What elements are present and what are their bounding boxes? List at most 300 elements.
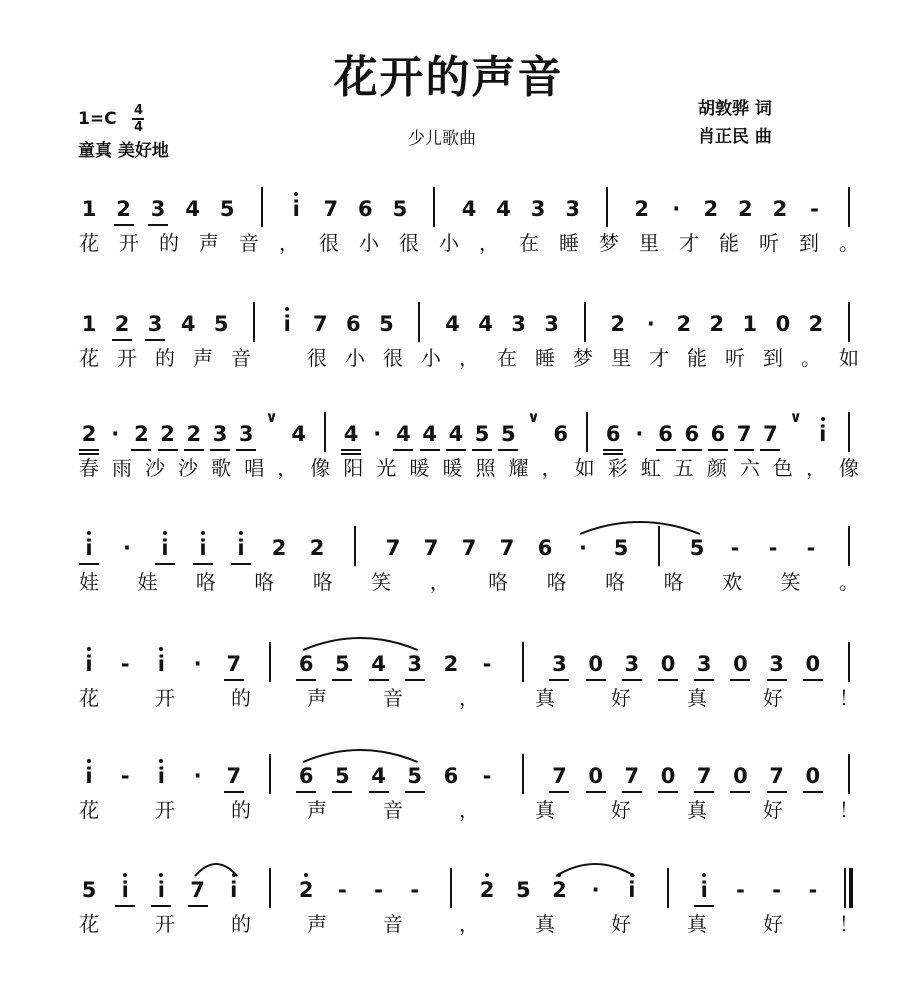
time-sig-bottom: 4 xyxy=(133,120,143,135)
slur xyxy=(303,632,418,652)
note: · xyxy=(373,422,382,446)
note: 3 xyxy=(144,312,166,336)
note: i xyxy=(285,197,307,221)
lyric-char: ， xyxy=(429,570,450,594)
note: 2 xyxy=(295,878,317,902)
lyric-char: 好 xyxy=(611,686,631,710)
note: - xyxy=(768,536,778,560)
note: 4 xyxy=(185,197,200,221)
notation-line xyxy=(0,185,897,229)
lyric-char: 咯 xyxy=(254,570,275,594)
note: i xyxy=(192,536,214,560)
note: 0 xyxy=(729,764,751,788)
lyric-char: 很 xyxy=(383,346,403,370)
note: 5 xyxy=(213,312,229,336)
breath-mark: ∨ xyxy=(265,408,278,426)
note: 3 xyxy=(565,197,580,221)
note: i xyxy=(78,536,100,560)
note: 4 xyxy=(180,312,196,336)
lyric-char: 的 xyxy=(159,231,179,255)
note: 4 xyxy=(368,764,390,788)
score-system-4 xyxy=(0,524,897,634)
note: 0 xyxy=(775,312,791,336)
note: 6 xyxy=(553,422,569,446)
lyric-char: 真 xyxy=(535,686,555,710)
note: 7 xyxy=(759,422,781,446)
lyric-char: 咯 xyxy=(546,570,567,594)
lyric-char: 小 xyxy=(421,346,441,370)
lyric-char: 的 xyxy=(155,346,175,370)
key-label: 1=C xyxy=(78,109,117,129)
note: i xyxy=(150,764,172,788)
note: 4 xyxy=(368,652,390,676)
lyric-char: 在 xyxy=(497,346,517,370)
lyric-char: 沙 xyxy=(178,456,199,480)
note: 7 xyxy=(461,536,477,560)
note: i xyxy=(693,878,715,902)
bar-line xyxy=(584,302,586,342)
bar-line xyxy=(667,868,669,908)
score-system-5 xyxy=(0,640,897,750)
lyric-char: 能 xyxy=(719,231,739,255)
note: 2 xyxy=(772,197,788,221)
lyric-char: 沙 xyxy=(145,456,166,480)
note: · xyxy=(646,312,655,336)
lyric-char: 好 xyxy=(763,798,783,822)
bar-line xyxy=(269,642,271,682)
lyric-char: ， xyxy=(479,231,499,255)
lyric-char: 开 xyxy=(117,346,137,370)
lyric-char: 好 xyxy=(611,798,631,822)
note: 2 xyxy=(130,422,152,446)
bar-line xyxy=(606,187,608,227)
lyric-char: 在 xyxy=(519,231,539,255)
note: 2 xyxy=(111,312,133,336)
bar-line xyxy=(848,526,850,566)
lyric-char: 像 xyxy=(310,456,331,480)
key-signature xyxy=(78,104,144,134)
note: 7 xyxy=(693,764,715,788)
slur xyxy=(195,858,237,878)
note: 4 xyxy=(291,422,306,446)
lyric-char: ， xyxy=(805,456,826,480)
lyricist-credit: 胡敦骅 词 xyxy=(698,99,772,119)
note: 7 xyxy=(312,312,328,336)
lyric-char: 真 xyxy=(535,912,555,936)
note: i xyxy=(276,312,298,336)
subtitle: 少儿歌曲 xyxy=(408,129,476,149)
note: 6 xyxy=(707,422,729,446)
bar-line xyxy=(269,754,271,794)
lyric-char: 。 xyxy=(839,231,859,255)
note: 6 xyxy=(358,197,373,221)
note: 0 xyxy=(802,764,824,788)
lyric-char: 声 xyxy=(307,686,327,710)
slur xyxy=(303,744,418,764)
lyric-char: 歌 xyxy=(211,456,232,480)
lyric-char: 唱 xyxy=(244,456,265,480)
lyric-char: ， xyxy=(277,456,298,480)
lyric-char: 的 xyxy=(231,798,251,822)
note: 7 xyxy=(621,764,643,788)
note: 5 xyxy=(331,652,353,676)
note: - xyxy=(482,764,492,788)
note: 3 xyxy=(693,652,715,676)
note: 1 xyxy=(742,312,758,336)
note: 2 xyxy=(676,312,692,336)
note: 3 xyxy=(147,197,169,221)
note: i xyxy=(154,536,176,560)
note: · xyxy=(123,536,131,560)
note: 5 xyxy=(81,878,97,902)
note: 0 xyxy=(657,652,679,676)
lyric-char: 暖 xyxy=(442,456,463,480)
lyric-char: 笑 xyxy=(371,570,392,594)
lyric-char: 睡 xyxy=(559,231,579,255)
note: 1 xyxy=(81,197,97,221)
lyric-char: 音 xyxy=(383,686,403,710)
lyric-char: 娃 xyxy=(137,570,158,594)
note: 5 xyxy=(331,764,353,788)
lyric-char: 真 xyxy=(687,686,707,710)
note: 2 xyxy=(808,312,824,336)
note: 1 xyxy=(81,312,97,336)
note: 3 xyxy=(511,312,526,336)
lyric-char: ， xyxy=(459,798,479,822)
note: 3 xyxy=(209,422,231,446)
lyric-char: 雨 xyxy=(112,456,133,480)
note: 3 xyxy=(766,652,788,676)
note: 7 xyxy=(187,878,209,902)
note: 6 xyxy=(537,536,553,560)
lyric-char: 虹 xyxy=(640,456,661,480)
lyric-char: ！ xyxy=(839,686,859,710)
time-sig-top: 4 xyxy=(133,103,143,118)
note: 4 xyxy=(478,312,493,336)
note: 5 xyxy=(392,197,408,221)
note: 7 xyxy=(766,764,788,788)
note: 2 xyxy=(157,422,179,446)
note: 6 xyxy=(602,422,624,446)
note: 5 xyxy=(497,422,519,446)
note: 2 xyxy=(709,312,725,336)
song-title: 花开的声音 xyxy=(333,52,564,103)
note: 7 xyxy=(223,764,245,788)
note: 6 xyxy=(295,764,317,788)
note: 7 xyxy=(548,764,570,788)
bar-line xyxy=(418,302,420,342)
lyric-char: ， xyxy=(541,456,562,480)
bar-line xyxy=(848,642,850,682)
note: 5 xyxy=(471,422,493,446)
note: 0 xyxy=(802,652,824,676)
note: 3 xyxy=(235,422,257,446)
lyric-char: 暖 xyxy=(409,456,430,480)
note: 6 xyxy=(295,652,317,676)
bar-line xyxy=(522,754,524,794)
note: 2 xyxy=(271,536,287,560)
note: 5 xyxy=(219,197,235,221)
lyric-char: 娃 xyxy=(79,570,99,594)
note: · xyxy=(672,197,681,221)
lyric-char: 睡 xyxy=(535,346,555,370)
note: 3 xyxy=(530,197,546,221)
lyric-char: 花 xyxy=(79,346,99,370)
lyric-char: ， xyxy=(279,231,299,255)
note: 3 xyxy=(404,652,426,676)
notation-line xyxy=(0,866,897,910)
lyric-char: 六 xyxy=(739,456,760,480)
lyric-char: 到 xyxy=(763,346,783,370)
bar-line xyxy=(848,302,850,342)
bar-line xyxy=(450,868,452,908)
notation-line xyxy=(0,410,897,454)
lyric-char: 五 xyxy=(673,456,694,480)
note: 6 xyxy=(655,422,677,446)
note: 2 xyxy=(548,878,570,902)
note: 7 xyxy=(223,652,245,676)
breath-mark: ∨ xyxy=(527,408,540,426)
note: 0 xyxy=(585,652,607,676)
note: 2 xyxy=(309,536,325,560)
lyric-char: 咯 xyxy=(605,570,626,594)
lyric-char: ， xyxy=(459,686,479,710)
note: 2 xyxy=(476,878,498,902)
note: 4 xyxy=(340,422,362,446)
lyric-char: 音 xyxy=(231,346,251,370)
lyric-char: 好 xyxy=(611,912,631,936)
note: i xyxy=(621,878,643,902)
note: · xyxy=(111,422,120,446)
note: i xyxy=(223,878,245,902)
lyric-char: 开 xyxy=(119,231,139,255)
lyric-char: 阳 xyxy=(343,456,364,480)
lyric-char: 花 xyxy=(79,686,99,710)
notation-line xyxy=(0,524,897,568)
note: 5 xyxy=(689,536,705,560)
note: 2 xyxy=(610,312,625,336)
lyric-char: 颜 xyxy=(706,456,727,480)
lyric-char: 音 xyxy=(383,912,403,936)
lyric-char: 色 xyxy=(772,456,793,480)
note: 6 xyxy=(346,312,361,336)
note: 0 xyxy=(585,764,607,788)
note: · xyxy=(193,764,202,788)
bar-line xyxy=(586,412,588,452)
note: · xyxy=(591,878,600,902)
note: 2 xyxy=(703,197,719,221)
lyric-char: 花 xyxy=(79,912,99,936)
lyric-char: 好 xyxy=(763,912,783,936)
lyric-char: 里 xyxy=(639,231,659,255)
note: - xyxy=(808,878,818,902)
lyric-char: 如 xyxy=(574,456,595,480)
lyric-char: 才 xyxy=(679,231,699,255)
note: i xyxy=(114,878,136,902)
lyric-char: 能 xyxy=(687,346,707,370)
lyric-char: 听 xyxy=(725,346,745,370)
lyric-char: 才 xyxy=(649,346,669,370)
slur xyxy=(580,516,700,536)
note: 2 xyxy=(443,652,459,676)
note: · xyxy=(579,536,587,560)
bar-line xyxy=(522,642,524,682)
lyric-char: 到 xyxy=(799,231,819,255)
note: 7 xyxy=(733,422,755,446)
note: i xyxy=(812,422,834,446)
lyrics-line xyxy=(0,454,897,486)
lyric-char: 听 xyxy=(759,231,779,255)
lyric-char: 花 xyxy=(79,798,99,822)
note: - xyxy=(120,764,130,788)
score-system-6 xyxy=(0,752,897,862)
time-signature xyxy=(132,104,144,134)
note: 5 xyxy=(379,312,394,336)
note: 5 xyxy=(613,536,629,560)
note: 4 xyxy=(419,422,441,446)
lyric-char: ， xyxy=(459,912,479,936)
lyric-char: 开 xyxy=(155,686,175,710)
bar-line xyxy=(848,754,850,794)
lyric-char: 很 xyxy=(307,346,327,370)
lyric-char: 声 xyxy=(193,346,213,370)
lyrics-line xyxy=(0,344,897,376)
bar-line xyxy=(269,868,271,908)
lyric-char: 好 xyxy=(763,686,783,710)
note: 2 xyxy=(113,197,135,221)
note: - xyxy=(120,652,130,676)
lyric-char: 开 xyxy=(155,912,175,936)
lyric-char: 很 xyxy=(319,231,339,255)
note: i xyxy=(150,878,172,902)
note: 2 xyxy=(78,422,100,446)
lyric-char: 彩 xyxy=(607,456,628,480)
lyrics-line xyxy=(0,229,897,261)
note: 2 xyxy=(183,422,205,446)
note: 4 xyxy=(445,312,460,336)
score-system-3 xyxy=(0,410,897,520)
lyric-char: 的 xyxy=(231,912,251,936)
lyric-char: 音 xyxy=(383,798,403,822)
note: 7 xyxy=(499,536,515,560)
note: i xyxy=(150,652,172,676)
note: 3 xyxy=(544,312,559,336)
note: · xyxy=(635,422,644,446)
note: 4 xyxy=(496,197,511,221)
note: - xyxy=(730,536,740,560)
lyric-char: 耀 xyxy=(508,456,529,480)
bar-line xyxy=(354,526,356,566)
score-system-1 xyxy=(0,185,897,295)
lyric-char: 笑 xyxy=(780,570,801,594)
note: 4 xyxy=(461,197,477,221)
note: 3 xyxy=(621,652,643,676)
note: 0 xyxy=(729,652,751,676)
lyric-char: 梦 xyxy=(599,231,619,255)
lyrics-line xyxy=(0,684,897,716)
bar-line xyxy=(253,302,255,342)
note: - xyxy=(410,878,420,902)
lyric-char: 。 xyxy=(801,346,821,370)
note: i xyxy=(78,764,100,788)
lyric-char: 咯 xyxy=(488,570,509,594)
note: 6 xyxy=(443,764,459,788)
note: - xyxy=(772,878,781,902)
lyric-char: 声 xyxy=(307,912,327,936)
lyric-char: 开 xyxy=(155,798,175,822)
breath-mark: ∨ xyxy=(789,408,802,426)
note: i xyxy=(78,652,100,676)
lyric-char: 欢 xyxy=(722,570,743,594)
lyric-char: 真 xyxy=(535,798,555,822)
lyric-char: 音 xyxy=(239,231,259,255)
lyric-char: 春 xyxy=(79,456,99,480)
lyric-char: 花 xyxy=(79,231,99,255)
note: 7 xyxy=(323,197,339,221)
lyric-char: 真 xyxy=(687,912,707,936)
note: i xyxy=(230,536,252,560)
bar-line xyxy=(261,187,263,227)
note: 4 xyxy=(392,422,414,446)
lyric-char: ！ xyxy=(839,912,859,936)
notation-line xyxy=(0,640,897,684)
note: - xyxy=(810,197,819,221)
note: 2 xyxy=(738,197,753,221)
bar-line xyxy=(848,412,850,452)
note: 7 xyxy=(423,536,439,560)
lyric-char: 梦 xyxy=(573,346,593,370)
lyric-char: 小 xyxy=(439,231,459,255)
note: - xyxy=(806,536,816,560)
tempo-mark: 童真 美好地 xyxy=(78,141,169,161)
lyrics-line xyxy=(0,568,897,600)
note: 7 xyxy=(385,536,401,560)
note: · xyxy=(193,652,202,676)
lyric-char: 小 xyxy=(345,346,365,370)
score-system-2 xyxy=(0,300,897,410)
slur xyxy=(556,858,634,878)
note: 2 xyxy=(634,197,650,221)
bar-line xyxy=(433,187,435,227)
final-bar-line xyxy=(844,868,853,908)
lyric-char: ， xyxy=(459,346,479,370)
lyric-char: 像 xyxy=(839,456,859,480)
lyric-char: 里 xyxy=(611,346,631,370)
lyrics-line xyxy=(0,796,897,828)
note: 5 xyxy=(515,878,531,902)
lyric-char: 如 xyxy=(839,346,859,370)
lyric-char: 。 xyxy=(839,570,859,594)
note: - xyxy=(482,652,492,676)
note: 5 xyxy=(404,764,426,788)
lyric-char: 咯 xyxy=(663,570,684,594)
composer-credit: 肖正民 曲 xyxy=(698,127,772,147)
bar-line xyxy=(848,187,850,227)
lyric-char: 小 xyxy=(359,231,379,255)
lyric-char: 的 xyxy=(231,686,251,710)
lyric-char: 声 xyxy=(307,798,327,822)
lyric-char: ！ xyxy=(839,798,859,822)
score-system-7 xyxy=(0,866,897,976)
note: - xyxy=(374,878,383,902)
bar-line xyxy=(324,412,326,452)
note: 0 xyxy=(657,764,679,788)
note: - xyxy=(337,878,347,902)
notation-line xyxy=(0,300,897,344)
lyric-char: 光 xyxy=(376,456,397,480)
lyric-char: 照 xyxy=(475,456,496,480)
notation-line xyxy=(0,752,897,796)
